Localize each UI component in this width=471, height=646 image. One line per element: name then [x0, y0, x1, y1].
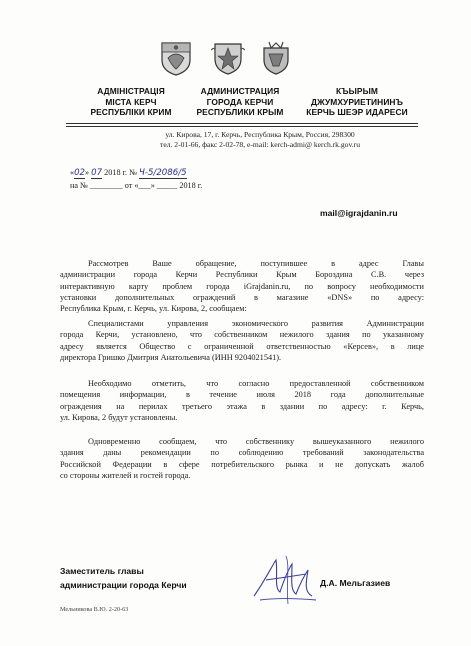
signatory-organization: администрации города Керчи [60, 580, 187, 590]
text-line: Одновременно сообщаем, что собственнику вышеуказанного нежилого [88, 437, 424, 446]
header-crimean-tatar [292, 86, 422, 118]
text-line: администрации города Керчи Республики Крым Бороздина С.В. через [60, 270, 424, 280]
quote-close: » [85, 168, 90, 177]
reg-year: 2018 г. № [102, 168, 139, 177]
city-arms-icon [259, 40, 293, 76]
recipient-email: mail@igrajdanin.ru [320, 208, 398, 218]
incoming-reference: на № ________ от «___» _____ 2018 г. [70, 181, 203, 190]
reg-number: Ч-5/2086/5 [138, 168, 187, 178]
paragraph-3 [60, 378, 424, 423]
crimea-coat-of-arms-icon [211, 40, 245, 76]
text-line: помещения информации, в течение июля 2018 года дополнительные [60, 390, 424, 400]
paragraph-1 [60, 258, 424, 314]
header-line: КЪЫРЫМ [336, 86, 378, 96]
quote-open: « [70, 168, 75, 177]
header-divider [66, 126, 418, 127]
header-line: ДЖУМХУРИЕТИНИНЪ [311, 96, 403, 107]
header-line: КЕРЧЬ ШЕЭР ИДАРЕСИ [306, 107, 408, 117]
outgoing-registration [70, 168, 187, 179]
text-line: директора Гришко Дмитрия Анатольевича (ИНН 9204021541). [60, 352, 282, 362]
kerch-coat-of-arms-icon [159, 40, 193, 76]
text-line: адресу является Общество с ограниченной ответственностью «Керсев», в лице [60, 341, 424, 351]
contact-address [110, 130, 410, 150]
header-line: РЕСПУБЛІКИ КРИМ [90, 107, 172, 117]
text-line: ул. Кирова, 2 будут установлены. [60, 412, 178, 422]
header-divider [66, 123, 418, 124]
paragraph-2 [60, 318, 424, 363]
header-russian [175, 86, 305, 118]
address-line: ул. Кирова, 17, г. Керчь, Республика Крым, Россия, 298300 [165, 130, 355, 139]
reg-month: 07 [91, 168, 103, 178]
text-line: Рассмотрев Ваше обращение, поступившее в адрес Главы [88, 259, 424, 268]
text-line: со стороны жителей и гостей города. [60, 470, 191, 480]
text-line: установки дополнительных ограждений в магазине «DNS» по адресу: [60, 292, 424, 302]
signatory-name: Д.А. Мельгазиев [320, 578, 391, 588]
header-line: АДМИНИСТРАЦИЯ [200, 86, 280, 96]
reg-day: 02 [74, 168, 86, 178]
header-line: ГОРОДА КЕРЧИ [206, 96, 274, 107]
text-line: интерактивную карту проблем города iGrajdanin.ru, по вопросу необходимости [60, 281, 424, 291]
text-line: Необходимо отметить, что согласно предоставленной собственником [88, 379, 424, 388]
signatory-position: Заместитель главы [60, 566, 144, 576]
header-line: РЕСПУБЛИКИ КРЫМ [196, 107, 284, 117]
contact-line: тел. 2-01-66, факс 2-02-78, e-mail: kerch-admi@ kerch.rk.gov.ru [160, 140, 360, 149]
paragraph-4 [60, 436, 424, 481]
executor-note: Мельникова В.Ю. 2-20-63 [60, 606, 129, 613]
text-line: города Керчи, установлено, что собственником нежилого здания по указанному [60, 330, 424, 340]
text-line: Специалистами управления экономического развития Администрации [88, 319, 424, 328]
header-line: МІСТА КЕРЧ [105, 96, 157, 107]
text-line: Республика Крым, г. Керчь, ул. Кирова, 2, сообщаем: [60, 304, 247, 314]
handwritten-signature [246, 552, 326, 608]
text-line: здания даны рекомендации по соблюдению требований законодательства [60, 448, 424, 458]
header-line: АДМІНІСТРАЦІЯ [97, 86, 165, 96]
text-line: ограждения на перилах третьего этажа в здании по адресу: г. Керчь, [60, 401, 424, 411]
text-line: Российской Федерации в сфере потребительского рынка и не допускать жалоб [60, 459, 424, 469]
